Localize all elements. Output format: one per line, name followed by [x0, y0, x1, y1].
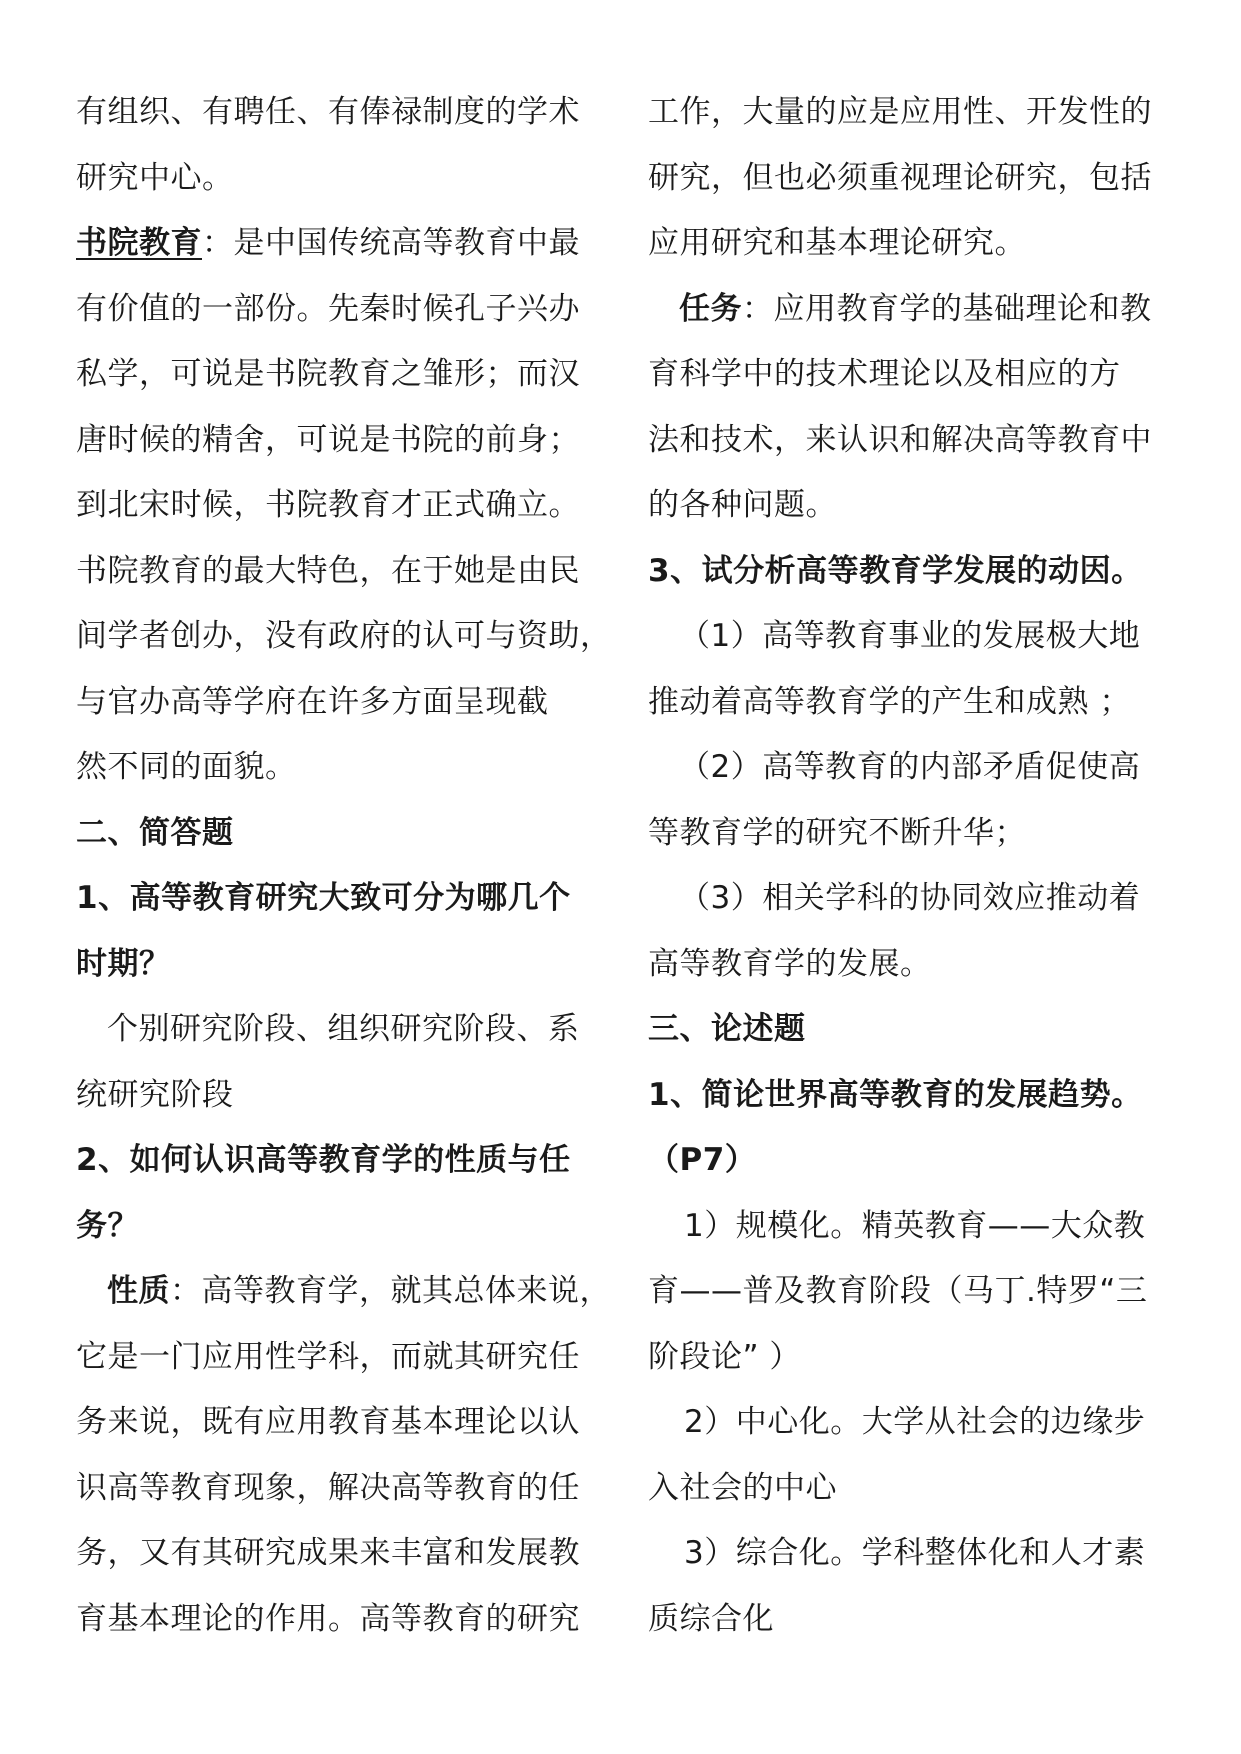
text-line: 育科学中的技术理论以及相应的方 [648, 356, 1121, 392]
question-1-cont: 时期？ [76, 945, 171, 982]
right-column [648, 80, 1178, 1652]
text-line: 工作，大量的应是应用性、开发性的 [648, 94, 1152, 130]
term-nature: 性质 [107, 1273, 170, 1309]
text-line: 育基本理论的作用。高等教育的研究 [76, 1600, 580, 1637]
text-line: 有价值的一部份。先秦时候孔子兴办 [76, 290, 580, 327]
trend-1-cont: 阶段论” ） [648, 1338, 801, 1375]
definition-shuyuan [76, 211, 616, 277]
reason-3: （3）相关学科的协同效应推动着 [679, 880, 1141, 916]
definition-task [648, 277, 1178, 343]
text-line: 与官办高等学府在许多方面呈现截 [76, 683, 549, 720]
left-column [76, 80, 616, 1652]
question-1: 1、高等教育研究大致可分为哪几个 [76, 880, 571, 916]
text-line: 识高等教育现象，解决高等教育的任 [76, 1469, 580, 1506]
question-4: 1、简论世界高等教育的发展趋势。 [648, 1076, 1143, 1113]
text-span: ：高等教育学，就其总体来说， [170, 1273, 611, 1309]
text-line: 书院教育的最大特色，在于她是由民 [76, 552, 580, 589]
answer-1-cont: 统研究阶段 [76, 1076, 234, 1113]
text-line: 它是一门应用性学科，而就其研究任 [76, 1338, 580, 1375]
text-line: 研究，但也必须重视理论研究，包括 [648, 159, 1152, 196]
section-heading-short-answer: 二、简答题 [76, 814, 234, 851]
text-line: 唐时候的精舍，可说是书院的前身； [76, 421, 580, 458]
text-line: 研究中心。 [76, 159, 234, 196]
reason-2-cont: 等教育学的研究不断升华； [648, 814, 1026, 851]
trend-3-cont: 质综合化 [648, 1600, 774, 1637]
trend-3: 3）综合化。学科整体化和人才素 [684, 1535, 1146, 1571]
text-line: 法和技术，来认识和解决高等教育中 [648, 421, 1152, 458]
text-line: 务，又有其研究成果来丰富和发展教 [76, 1535, 580, 1571]
question-2: 2、如何认识高等教育学的性质与任 [76, 1142, 571, 1178]
term-shuyuan: 书院教育 [76, 225, 202, 261]
reason-3-cont: 高等教育学的发展。 [648, 945, 932, 982]
text-line: 务来说，既有应用教育基本理论以认 [76, 1404, 580, 1440]
section-heading-essay: 三、论述题 [648, 1011, 806, 1047]
answer-1: 个别研究阶段、组织研究阶段、系 [107, 1011, 580, 1047]
text-line: 私学，可说是书院教育之雏形；而汉 [76, 356, 580, 392]
text-line: 的各种问题。 [648, 487, 837, 523]
term-task: 任务 [679, 290, 742, 327]
trend-2-cont: 入社会的中心 [648, 1469, 837, 1506]
definition-nature [76, 1259, 616, 1325]
reason-1: （1）高等教育事业的发展极大地 [679, 618, 1141, 654]
reason-1-cont: 推动着高等教育学的产生和成熟 ； [648, 683, 1131, 720]
trend-2: 2）中心化。大学从社会的边缘步 [684, 1404, 1146, 1440]
trend-1: 1）规模化。精英教育——大众教 [684, 1207, 1146, 1244]
question-4-cont: （P7） [648, 1142, 757, 1178]
question-3: 3、试分析高等教育学发展的动因。 [648, 552, 1143, 589]
reason-2: （2）高等教育的内部矛盾促使高 [679, 749, 1141, 785]
text-line: 有组织、有聘任、有俸禄制度的学术 [76, 94, 580, 130]
text-span: ：是中国传统高等教育中最 [202, 225, 580, 261]
text-line: 间学者创办，没有政府的认可与资助， [76, 618, 612, 654]
text-line: 应用研究和基本理论研究。 [648, 225, 1026, 261]
trend-1-cont: 育——普及教育阶段（马丁.特罗“三 [648, 1273, 1148, 1309]
text-line: 到北宋时候，书院教育才正式确立。 [76, 487, 580, 523]
question-2-cont: 务？ [76, 1207, 139, 1244]
text-line: 然不同的面貌。 [76, 749, 297, 785]
text-span: ：应用教育学的基础理论和教 [742, 290, 1152, 327]
